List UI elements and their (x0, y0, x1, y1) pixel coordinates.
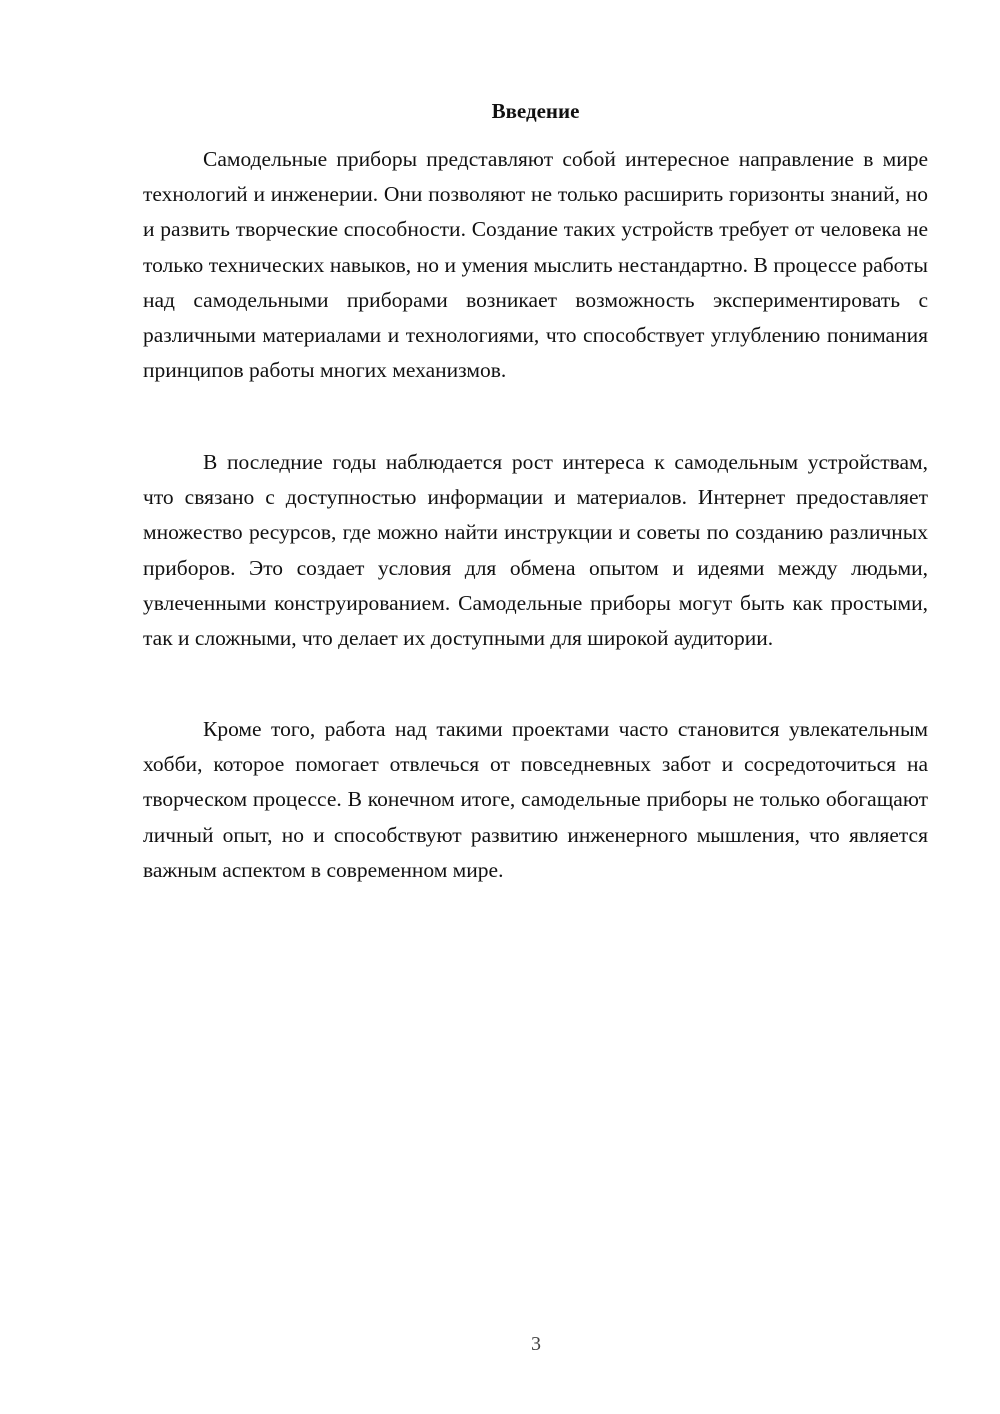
section-heading: Введение (491, 99, 580, 123)
paragraph-1-block (143, 142, 928, 388)
paragraph-1: Самодельные приборы представляют собой интересное направление в мире технологий и инженерии. Они позволяют не только расширить горизонты знаний, но и развить творческие способности. Создание таких устройств требует от человека не только технических навыков, но и умения мыслить нестандартно. В процессе работы над самодельными приборами возникает возможность экспериментировать с различными материалами и технологиями, что способствует углублению понимания принципов работы многих механизмов. (143, 147, 928, 383)
paragraph-2: В последние годы наблюдается рост интереса к самодельным устройствам, что связано с доступностью информации и материалов. Интернет предоставляет множество ресурсов, где можно найти инструкции и советы по созданию различных приборов. Это создает условия для обмена опытом и идеями между людьми, увлеченными конструированием. Самодельные приборы могут быть как простыми, так и сложными, что делает их доступными для широкой аудитории. (143, 450, 928, 651)
page-number: 3 (531, 1333, 541, 1355)
paragraph-3-block (143, 712, 928, 888)
paragraph-3: Кроме того, работа над такими проектами часто становится увлекательным хобби, которое помогает отвлечься от повседневных забот и сосредоточиться на творческом процессе. В конечном итоге, самодельные приборы не только обогащают личный опыт, но и способствуют развитию инженерного мышления, что является важным аспектом в современном мире. (143, 717, 928, 882)
paragraph-2-block (143, 445, 928, 656)
